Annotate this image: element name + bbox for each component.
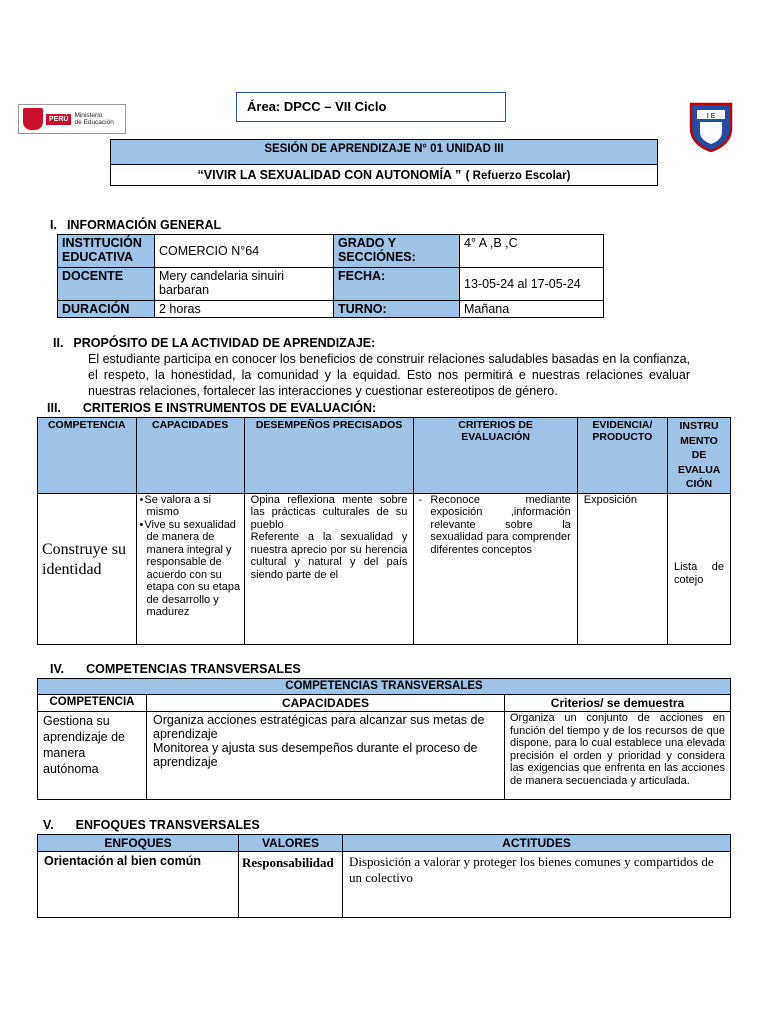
eval-header-desempenos: DESEMPEÑOS PRECISADOS: [244, 418, 414, 494]
transversal-table-title: COMPETENCIAS TRANSVERSALES: [38, 679, 731, 695]
transversal-criterio: Organiza un conjunto de acciones en función del tiempo y de los recursos de que dispone, para lo cual establece una elevada precisión el orden y prioridad y considera las exigencias que enfrenta en las acciones de manera secuenciada y articulada.: [505, 712, 731, 800]
school-logo-letters: I E: [706, 113, 716, 120]
eval-criterios: [414, 493, 577, 644]
criterio-dash: -: [418, 493, 423, 506]
enfoques-header: ENFOQUES: [38, 835, 239, 852]
duracion-label: DURACIÓN: [58, 301, 155, 318]
institucion-label: INSTITUCIÓN EDUCATIVA: [58, 235, 155, 268]
minedu-logo: [18, 104, 126, 134]
eval-desempenos: [244, 493, 414, 644]
school-shield-icon: [688, 100, 734, 152]
transversal-capacidad-item: Organiza acciones estratégicas para alcanzar sus metas de aprendizaje: [153, 713, 485, 741]
eval-header-capacidades: CAPACIDADES: [136, 418, 244, 494]
fecha-value: 13-05-24 al 17-05-24: [460, 268, 604, 301]
area-box: Área: DPCC – VII Ciclo: [236, 92, 506, 122]
eval-header-evidencia: EVIDENCIA/ PRODUCTO: [577, 418, 667, 494]
eval-evidencia: Exposición: [577, 493, 667, 644]
desempeno-item: Referente a la sexualidad y nuestra aprecio por su herencia cultural y natural y del país siendo parte de el: [250, 531, 408, 581]
docente-label: DOCENTE: [58, 268, 155, 301]
transversal-capacidades: [147, 712, 505, 800]
institucion-value: COMERCIO N°64: [155, 235, 334, 268]
transversal-header-criterios: Criterios/ se demuestra: [505, 695, 731, 712]
session-subtitle-main: “VIVIR LA SEXUALIDAD CON AUTONOMÍA ”: [197, 168, 462, 182]
section1-heading: I. INFORMACIÓN GENERAL: [50, 218, 222, 232]
desempeno-item: Opina reflexiona mente sobre las prácticas culturales de su pueblo: [250, 493, 408, 531]
actitudes-header: ACTITUDES: [343, 835, 731, 852]
section5-heading: V. ENFOQUES TRANSVERSALES: [43, 818, 260, 832]
turno-value: Mañana: [460, 301, 604, 318]
turno-label: TURNO:: [334, 301, 460, 318]
eval-instrumento: Lista de cotejo: [668, 493, 731, 644]
transversal-capacidad-item: Monitorea y ajusta sus desempeños durante el proceso de aprendizaje: [153, 741, 478, 769]
valor-value: Responsabilidad: [239, 852, 343, 918]
purpose-text: El estudiante participa en conocer los beneficios de construir relaciones saludables basadas en la confianza, el respeto, la honestidad, la comunidad y la equidad. Esto nos permitirá e nuestras relaciones evaluar nuestras relaciones, fortalecer las interacciones y cuestionar estereotipos de género.: [88, 352, 690, 398]
session-subtitle: [111, 165, 658, 186]
eval-header-criterios: CRITERIOS DE EVALUACIÓN: [414, 418, 577, 494]
enfoques-table: [37, 834, 731, 918]
duracion-value: 2 horas: [155, 301, 334, 318]
section2-heading: II. PROPÓSITO DE LA ACTIVIDAD DE APRENDIZAJE:: [53, 336, 376, 350]
docente-value: Mery candelaria sinuiri barbaran: [155, 268, 334, 301]
capacidad-item: • Vive su sexualidad de manera de manera integral y responsable de acuerdo con su etapa con su etapa de desarrollo y madurez: [147, 519, 242, 619]
session-subtitle-extra: ( Refuerzo Escolar): [465, 170, 571, 182]
peru-shield-icon: [23, 108, 43, 130]
grado-value: 4° A ,B ,C: [460, 235, 604, 268]
actitud-value: Disposición a valorar y proteger los bienes comunes y compartidos de un colectivo: [343, 852, 731, 918]
section3-heading: III. CRITERIOS E INSTRUMENTOS DE EVALUACIÓN:: [47, 401, 377, 415]
transversal-competencies-table: [37, 678, 731, 800]
evaluation-table: [37, 417, 731, 645]
criterio-text: Reconoce mediante exposición ,información relevante sobre la sexualidad para comprender diferentes conceptos: [430, 493, 571, 556]
transversal-header-capacidades: CAPACIDADES: [147, 695, 505, 712]
section4-heading: IV. COMPETENCIAS TRANSVERSALES: [50, 662, 301, 676]
valores-header: VALORES: [239, 835, 343, 852]
enfoque-value: Orientación al bien común: [38, 852, 239, 918]
eval-header-instrumento: INSTRU MENTO DE EVALUA CIÓN: [668, 418, 731, 494]
info-table: [57, 234, 604, 318]
transversal-header-competencia: COMPETENCIA: [38, 695, 147, 712]
peru-badge: PERÚ: [46, 114, 71, 125]
eval-header-competencia: COMPETENCIA: [38, 418, 137, 494]
eval-capacidades: [136, 493, 244, 644]
session-title-table: [110, 139, 658, 186]
transversal-competencia: Gestiona su aprendizaje de manera autónoma: [38, 712, 147, 800]
ministerio-text: Ministerio de Educación: [74, 112, 114, 126]
capacidad-item: • Se valora a si mismo: [147, 494, 242, 519]
fecha-label: FECHA:: [334, 268, 460, 301]
session-title: SESIÓN DE APRENDIZAJE N° 01 UNIDAD III: [111, 140, 658, 165]
grado-label: GRADO Y SECCIÓNES:: [334, 235, 460, 268]
eval-competencia: Construye su identidad: [38, 493, 137, 644]
